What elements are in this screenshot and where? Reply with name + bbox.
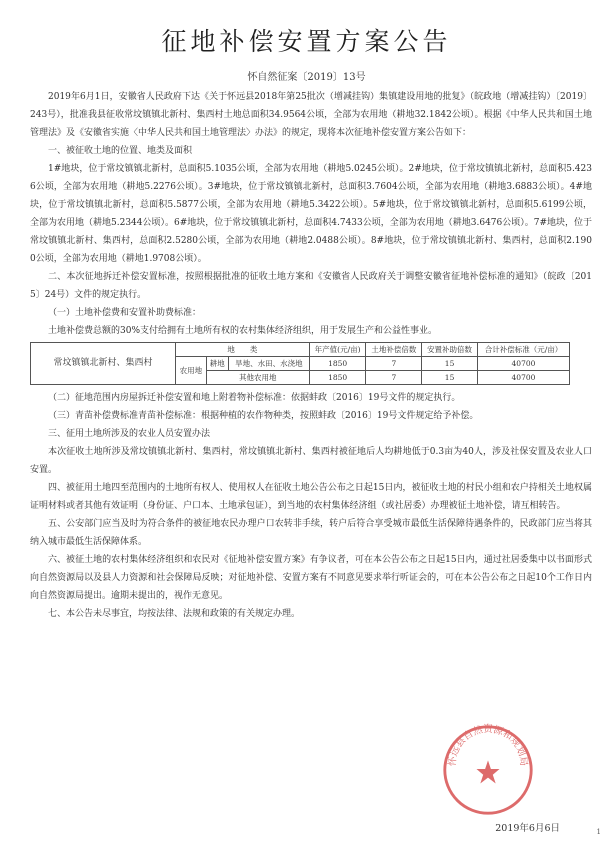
signoff [0,792,560,842]
compensation-table [30,342,570,385]
document-body [30,88,592,623]
section-2-sub-1-body: 土地补偿费总额的30%支付给拥有土地所有权的农村集体经济组织，用于发展生产和公益性事业。 [48,326,438,336]
section-1-body: 1#地块，位于常坟镇镇北新村，总面积5.1035公顷，全部为农用地（耕地5.0245公顷）。2#地块，位于常坟镇镇北新村，总面积5.4236公顷，全部为农用地（耕地5.2276公顷）。3#地块，位于常坟镇镇北新村，总面积3.7604公顷，全部为农用地（耕地3.6883公顷）。4#地块，位于常坟镇镇北新村，总面积5.5877公顷，全部为农用地（耕地5.3422公顷）。5#地块，位于常坟镇镇北新村，总面积5.6199公顷，全部为农用地（耕地5.2344公顷）。6#地块，位于常坟镇镇北新村，总面积4.7433公顷，全部为农用地（耕地3.6476公顷）。7#地块，位于常坟镇镇北新村、集西村，总面积2.5280公顷，全部为农用地（耕地2.0488公顷）。8#地块，位于常坟镇镇北新村、集西村，总面积2.1900公顷，全部为农用地（耕地1.9708公顷）。 [30,164,593,264]
page-number: 1 [596,828,601,836]
section-7: 七、本公告未尽事宜，均按法律、法规和政策的有关规定办理。 [48,609,301,619]
table-land-comp: 7 [366,371,422,385]
section-2-sub-1-heading: （一）土地补偿费和安置补助费标准： [48,308,202,318]
page-title: 征地补偿安置方案公告 [161,27,452,56]
table-resettle: 15 [422,371,478,385]
section-6: 六、被征土地的农村集体经济组织和农民对《征地补偿安置方案》有争议者，可在本公告公布之日起15日内，通过社居委集中以书面形式向自然资源局以及县人力资源和社会保障局反映；对征地补偿、安置方案有不同意见要求举行听证会的，可在本公告公布之日起10个工作日内向自然资源局提出。逾期未提出的，视作无意见。 [30,555,592,601]
table-header-resettle-multiple: 安置补助倍数 [422,343,478,357]
section-2-sub-3: （三）青苗补偿费标准青苗补偿标准：根据种植的农作物种类，按照蚌政〔2016〕19号文件规定给予补偿。 [48,411,479,421]
section-2-sub-2: （二）征地范围内房屋拆迁补偿安置和地上附着物补偿标准：依据蚌政〔2016〕19号文件的规定执行。 [48,393,461,403]
table-annual-value: 1850 [309,357,366,371]
section-5: 五、公安部门应当及时为符合条件的被征地农民办理户口农转非手续，转户后符合享受城市最低生活保障待遇条件的，民政部门应当将其纳入城市最低生活保障体系。 [30,519,592,547]
table-header-land-comp-multiple: 土地补偿倍数 [366,343,422,357]
table-annual-value: 1850 [309,371,366,385]
table-land-type: 其他农用地 [206,371,309,385]
table-total: 40700 [477,371,569,385]
table-land-comp: 7 [366,357,422,371]
svg-text:怀远县自然资源和规划局 [446,723,529,767]
table-subgroup-label: 耕地 [206,357,228,371]
section-4: 四、被征用土地四至范围内的土地所有权人、使用权人在征收土地公告公布之日起15日内，被征收土地的村民小组和农户持相关土地权属证明材料或者其他有效证明（身份证、户口本、土地承包证），到当地的农村集体经济组（或社居委）办理被征土地补偿，请互相转告。 [30,483,592,511]
table-header-annual-value: 年产值(元/亩) [309,343,366,357]
table-header-land-class: 地 类 [176,343,310,357]
intro-paragraph: 2019年6月1日，安徽省人民政府下达《关于怀远县2018年第25批次（增减挂钩）集镇建设用地的批复》（皖政地（增减挂钩）〔2019〕243号），批准我县征收常坟镇镇北新村、集西村土地总面积34.9564公顷，全部为农用地（耕地32.1842公顷）。根据《中华人民共和国土地管理法》及《安徽省实施〈中华人民共和国土地管理法〉办法》的规定，现将本次征地补偿安置方案公告如下： [30,92,592,138]
table-header-row [31,343,570,357]
table-resettle: 15 [422,357,478,371]
table-total: 40700 [477,357,569,371]
table-group-label: 农用地 [176,357,207,385]
table-village-cell: 常坟镇镇北新村、集西村 [31,343,176,385]
section-3-heading: 三、征用土地所涉及的农业人员安置办法 [48,429,211,439]
seal-text: 怀远县自然资源和规划局 [447,724,529,767]
section-2-body: 二、本次征地拆迁补偿安置标准，按照根据批准的征收土地方案和《安徽省人民政府关于调整安徽省征地补偿标准的通知》（皖政〔2015〕24号）文件的规定执行。 [30,272,592,300]
table-header-total: 合计补偿标准（元/亩） [477,343,569,357]
section-1-heading: 一、被征收土地的位置、地类及面积 [48,146,193,156]
sign-date: 2019年6月6日 [495,823,560,834]
table-land-type: 旱地、水田、水浇地 [228,357,309,371]
section-3-body: 本次征收土地所涉及常坟镇镇北新村、集西村，常坟镇镇北新村、集西村被征地后人均耕地低于0.3亩为40人，涉及社保安置及农业人口安置。 [30,447,592,475]
document-number: 怀自然征案〔2019〕13号 [247,72,366,83]
